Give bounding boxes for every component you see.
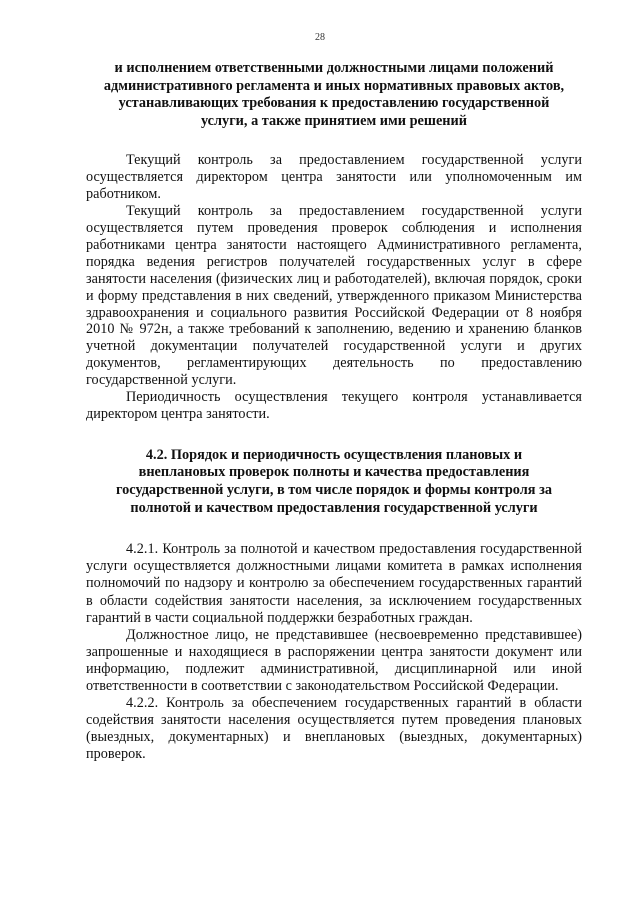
heading-line: и исполнением ответственными должностными лицами положений <box>114 60 554 76</box>
heading-line: административного регламента и иных нормативных правовых актов, <box>103 77 565 94</box>
section-4-2-heading <box>86 447 582 517</box>
heading-line: услуги, а также принятием ими решений <box>200 112 468 129</box>
heading-line: внеплановых проверок полноты и качества предоставления <box>138 464 530 481</box>
section-4-2-text <box>86 541 582 763</box>
section-4-1-text <box>86 152 582 423</box>
paragraph: Периодичность осуществления текущего контроля устанавливается директором центра занятости. <box>86 389 582 422</box>
heading-line: государственной услуги, в том числе порядок и формы контроля за <box>116 482 552 499</box>
heading-line: устанавливающих требования к предоставлению государственной <box>118 95 550 112</box>
paragraph: Текущий контроль за предоставлением государственной услуги осуществляется директором центра занятости или уполномоченным им работником. <box>86 152 582 203</box>
paragraph: 4.2.1. Контроль за полнотой и качеством предоставления государственной услуги осуществляется должностными лицами комитета в рамках исполнения полномочий по надзору и контролю за обеспечением государственных гарантий в области содействия занятости населения, за исключением государственных гарантий в части социальной поддержки безработных граждан. <box>86 541 582 626</box>
paragraph: Должностное лицо, не представившее (несвоевременно представившее) запрошенные и находящиеся в распоряжении центра занятости документ или информацию, подлежит административной, дисциплинарной или иной ответственности в соответствии с законодательством Российской Федерации. <box>86 626 582 694</box>
paragraph: 4.2.2. Контроль за обеспечением государственных гарантий в области содействия занятости населения осуществляется путем проведения плановых (выездных, документарных) и внеплановых (выездных, документарных) проверок. <box>86 695 582 763</box>
paragraph: Текущий контроль за предоставлением государственной услуги осуществляется путем проведения проверок соблюдения и исполнения работниками центра занятости настоящего Административного регламента, порядка ведения регистров получателей государственных услуг в сфере занятости населения (физических лиц и работодателей), включая порядок, сроки и форму представления в них сведений, утвержденного приказом Министерства здравоохранения и социального развития Российской Федерации от 8 ноября 2010 № 972н, а также требований к заполнению, ведению и хранению бланков учетной документации получателей государственной услуги и других документов, регламентирующих деятельность по предоставлению государственной услуги. <box>86 203 582 389</box>
heading-line: 4.2. Порядок и периодичность осуществления плановых и <box>145 446 523 463</box>
heading-line: полнотой и качеством предоставления государственной услуги <box>130 499 538 516</box>
page-number: 28 <box>315 32 325 43</box>
section-heading-continuation <box>86 60 582 130</box>
document-body <box>86 60 582 763</box>
